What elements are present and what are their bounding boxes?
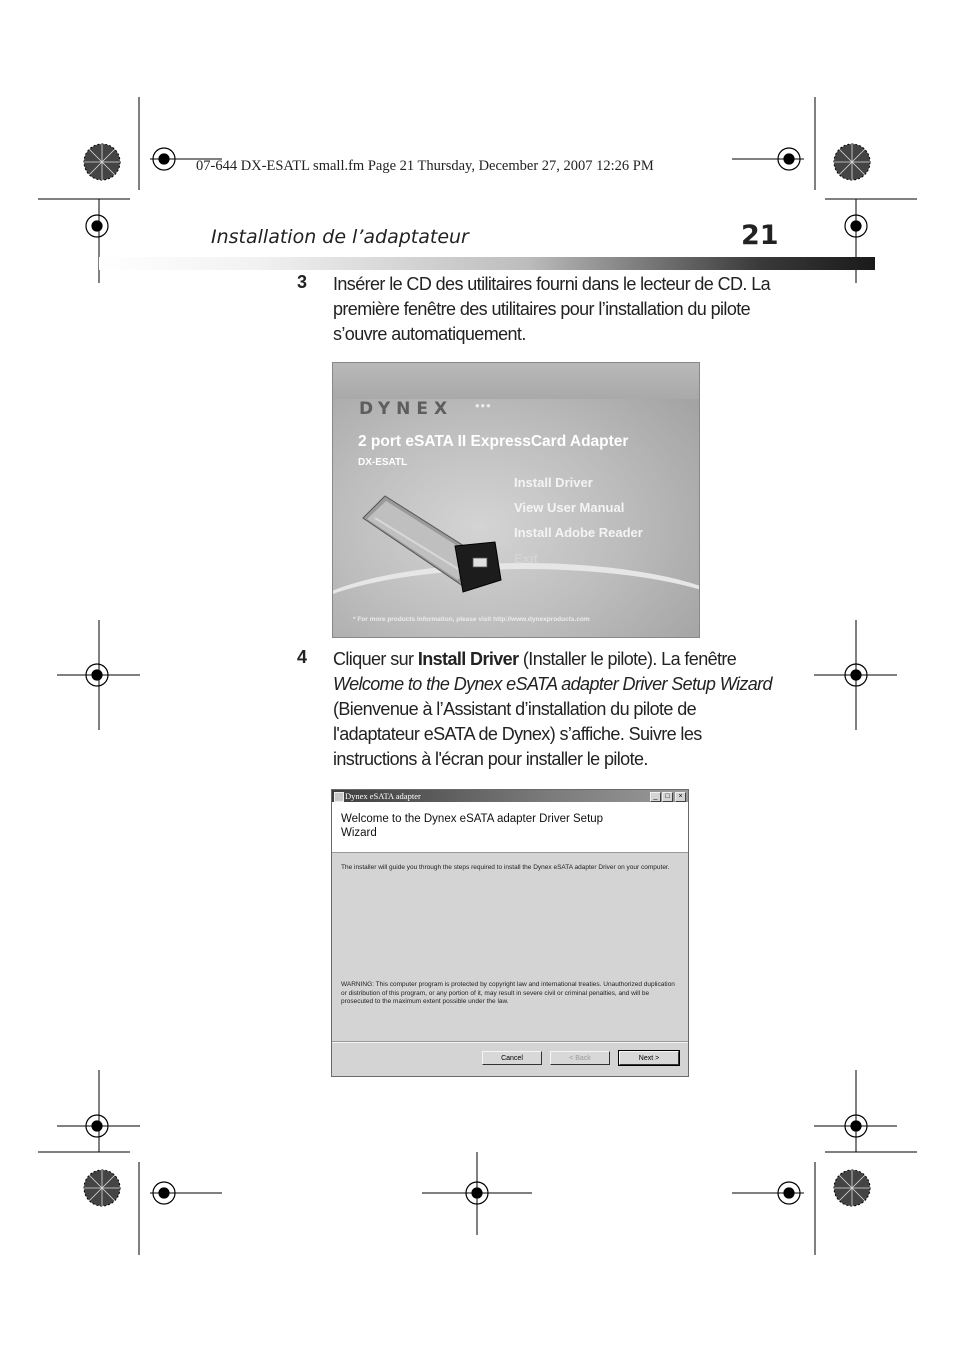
maximize-icon[interactable]: □ <box>662 792 673 802</box>
step-text <box>333 272 783 347</box>
step-line: première fenêtre des utilitaires pour l’installation du pilote <box>333 299 751 319</box>
splash-footer: * For more products information, please visit http://www.dynexproducts.com <box>353 616 590 623</box>
step-line <box>333 647 783 672</box>
step-line: (Bienvenue à l’Assistant d’installation du pilote de <box>333 699 697 719</box>
setup-wizard-screenshot <box>331 789 689 1077</box>
step-after-emphasis: (Installer le pilote). La fenêtre <box>518 649 737 669</box>
step-window-name: Welcome to the Dynex eSATA adapter Driver Setup Wizard <box>333 674 772 694</box>
install-adobe-reader-link[interactable]: Install Adobe Reader <box>514 525 643 540</box>
brand-dots: ••• <box>475 398 492 413</box>
section-title: Installation de l’adaptateur <box>211 226 469 248</box>
wizard-separator <box>332 1041 688 1043</box>
step-line: Insérer le CD des utilitaires fourni dans le lecteur de CD. La <box>333 274 771 294</box>
app-icon <box>334 792 344 802</box>
step-line: l'adaptateur eSATA de Dynex) s’affiche. Suivre les <box>333 724 702 744</box>
page-number: 21 <box>741 220 779 251</box>
expresscard-adapter-image <box>355 488 505 598</box>
step-line <box>333 672 783 697</box>
product-title: 2 port eSATA II ExpressCard Adapter <box>358 433 629 450</box>
brand-logo: DYNEX <box>359 399 454 419</box>
step-number: 4 <box>297 647 308 667</box>
header-rule <box>99 257 875 270</box>
splash-header-band <box>333 363 699 399</box>
installer-splash-screenshot <box>332 362 700 638</box>
step-prefix: Cliquer sur <box>333 649 418 669</box>
view-user-manual-link[interactable]: View User Manual <box>514 500 625 515</box>
minimize-icon[interactable]: _ <box>650 792 661 802</box>
install-driver-link[interactable]: Install Driver <box>514 475 593 490</box>
product-model: DX-ESATL <box>358 457 408 468</box>
back-button[interactable]: < Back <box>550 1051 610 1065</box>
window-title: Dynex eSATA adapter <box>345 791 421 801</box>
step-emphasis: Install Driver <box>417 649 519 669</box>
step-number: 3 <box>297 272 308 292</box>
step-text <box>333 647 783 772</box>
cancel-button[interactable]: Cancel <box>482 1051 542 1065</box>
wizard-warning-text: WARNING: This computer program is protected by copyright law and international treaties. Unauthorized duplication or distribution of this program, or any portion of it, may result in severe civil or criminal penalties, and will be prosecuted to the maximum extent possible under the law. <box>341 981 675 1005</box>
wizard-heading: Welcome to the Dynex eSATA adapter Driver Setup Wizard <box>341 813 604 839</box>
close-icon[interactable]: × <box>675 792 686 802</box>
print-slug: 07-644 DX-ESATL small.fm Page 21 Thursday, December 27, 2007 12:26 PM <box>196 158 654 174</box>
step-line: s’ouvre automatiquement. <box>333 324 526 344</box>
step-line: instructions à l'écran pour installer le pilote. <box>333 749 648 769</box>
exit-link[interactable]: Exit <box>514 551 538 566</box>
wizard-intro-text: The installer will guide you through the steps required to install the Dynex eSATA adapter Driver on your computer. <box>341 864 670 871</box>
next-button[interactable]: Next > <box>619 1051 679 1065</box>
